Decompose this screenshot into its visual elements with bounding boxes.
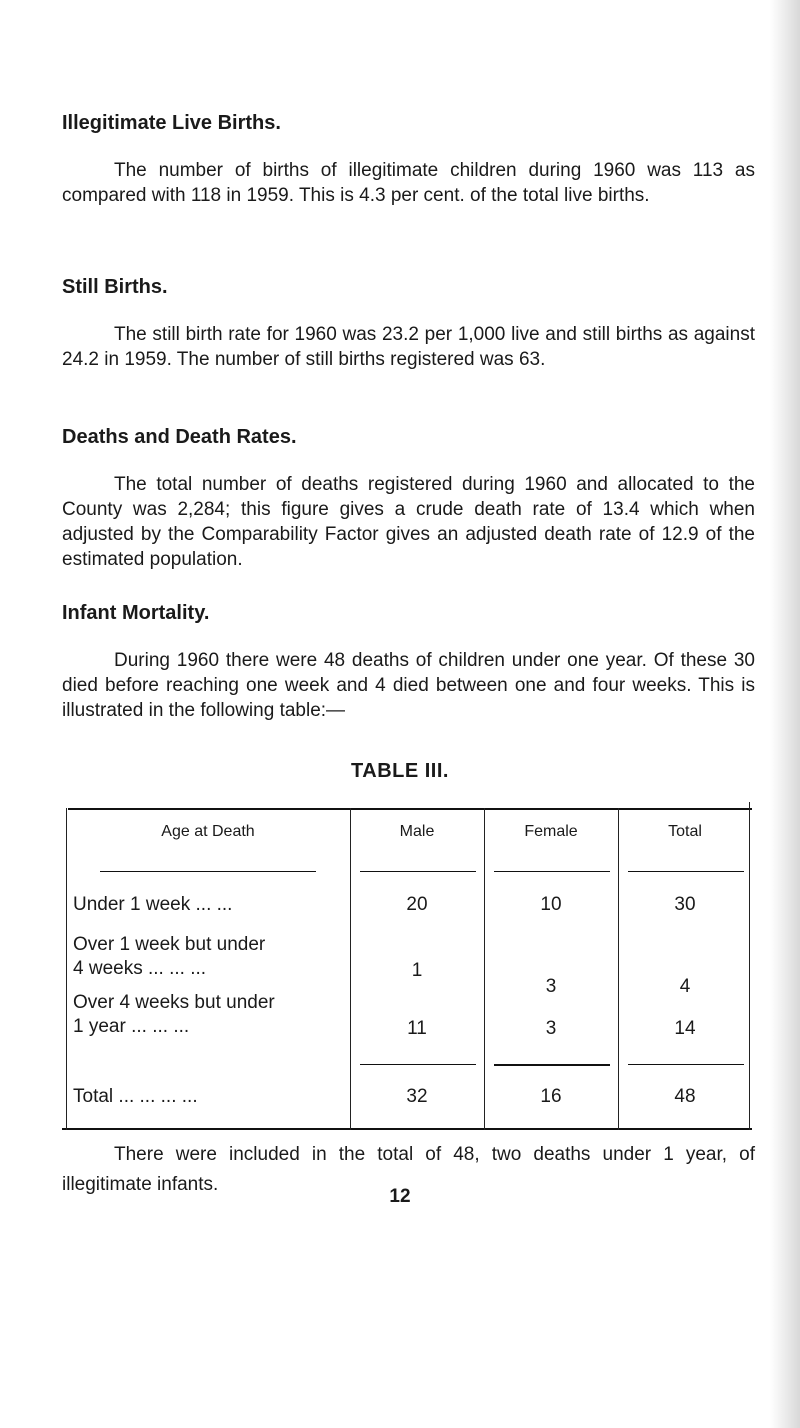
total-female: 16 (540, 1086, 562, 1107)
header-total: Total (668, 823, 702, 840)
header-rule (494, 871, 610, 872)
heading-illegitimate-births: Illegitimate Live Births. (62, 112, 281, 134)
table-top-rule (68, 808, 752, 810)
cell-female: 3 (545, 1018, 557, 1039)
paragraph-illegitimate-births: The number of births of illegitimate children during 1960 was 113 as compared with 118 in 1959. This is 4.3 per cent. of the total live births. (62, 160, 755, 206)
total-rule (360, 1064, 476, 1065)
header-male: Male (399, 823, 435, 840)
total-male: 32 (406, 1086, 428, 1107)
cell-female: 3 (545, 976, 557, 997)
cell-total: 14 (674, 1018, 696, 1039)
total-row-label: Total ... ... ... ... (73, 1086, 198, 1107)
column-divider (484, 808, 485, 1130)
total-rule (628, 1064, 744, 1065)
row-label: Under 1 week ... ... (73, 894, 233, 915)
heading-still-births: Still Births. (62, 276, 168, 298)
table-right-border (749, 802, 750, 1130)
cell-male: 11 (407, 1018, 427, 1039)
cell-total: 4 (679, 976, 691, 997)
row-label: 1 year ... ... ... (73, 1016, 190, 1037)
row-label: Over 1 week but under (73, 934, 266, 955)
page-edge-shadow (770, 0, 800, 1428)
heading-deaths: Deaths and Death Rates. (62, 426, 297, 448)
cell-male: 20 (406, 894, 428, 915)
header-rule (100, 871, 316, 872)
page-number: 12 (389, 1186, 411, 1207)
row-label: Over 4 weeks but under (73, 992, 275, 1013)
infant-mortality-table (62, 808, 752, 1130)
header-age-at-death: Age at Death (161, 823, 255, 840)
table-title: TABLE III. (351, 760, 449, 782)
total-rule (494, 1064, 610, 1066)
cell-female: 10 (540, 894, 562, 915)
header-female: Female (524, 823, 578, 840)
table-left-border (66, 808, 67, 1130)
row-label: 4 weeks ... ... ... (73, 958, 207, 979)
cell-male: 1 (411, 960, 423, 981)
cell-total: 30 (674, 894, 696, 915)
table-bottom-rule (62, 1128, 752, 1130)
heading-infant-mortality: Infant Mortality. (62, 602, 210, 624)
paragraph-deaths: The total number of deaths registered during 1960 and allocated to the County was 2,284; this figure gives a crude death rate of 13.4 which when adjusted by the Comparability Factor gives an adjusted death rate of 12.9 of the estimated population. (62, 474, 755, 570)
total-total: 48 (674, 1086, 696, 1107)
column-divider (618, 808, 619, 1130)
paragraph-infant-mortality: During 1960 there were 48 deaths of children under one year. Of these 30 died before reaching one week and 4 died between one and four weeks. This is illustrated in the following table:— (62, 650, 755, 721)
closing-paragraph: There were included in the total of 48, two deaths under 1 year, of illegitimate infants. (62, 1144, 755, 1195)
paragraph-still-births: The still birth rate for 1960 was 23.2 per 1,000 live and still births as against 24.2 in 1959. The number of still births registered was 63. (62, 324, 755, 370)
header-rule (628, 871, 744, 872)
header-rule (360, 871, 476, 872)
